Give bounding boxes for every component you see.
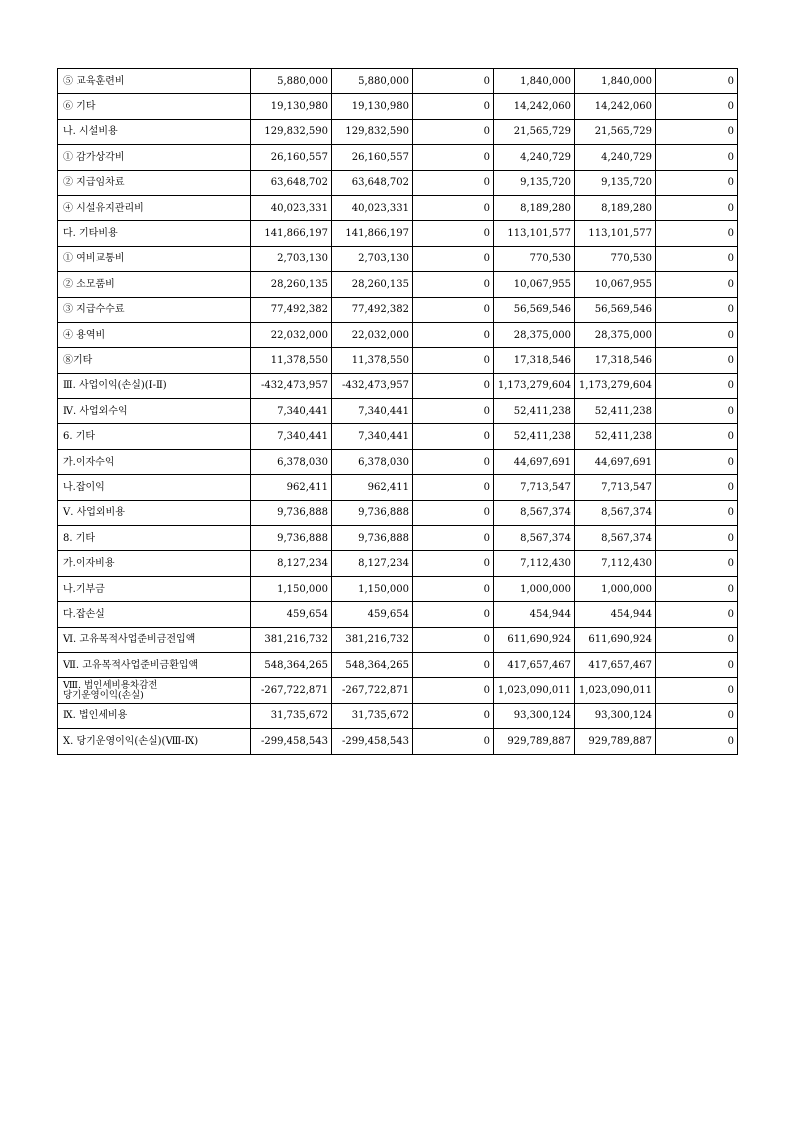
amount-cell-c3: 0 (413, 69, 494, 94)
amount-cell-c1: 11,378,550 (251, 348, 332, 373)
amount-cell-c3: 0 (413, 399, 494, 424)
table-row (58, 424, 738, 449)
amount-cell-c2: 31,735,672 (332, 703, 413, 728)
amount-cell-c5: 10,067,955 (575, 272, 656, 297)
amount-cell-c4: 8,567,374 (494, 500, 575, 525)
row-label: Ⅸ. 법인세비용 (58, 703, 251, 728)
table-row (58, 729, 738, 754)
amount-cell-c5: 7,112,430 (575, 551, 656, 576)
amount-cell-c5: 454,944 (575, 602, 656, 627)
amount-cell-c3: 0 (413, 170, 494, 195)
amount-cell-c6: 0 (656, 526, 738, 551)
amount-cell-c6: 0 (656, 703, 738, 728)
amount-cell-c6: 0 (656, 652, 738, 677)
amount-cell-c4: 52,411,238 (494, 399, 575, 424)
amount-cell-c2: 141,866,197 (332, 221, 413, 246)
amount-cell-c3: 0 (413, 373, 494, 398)
table-row (58, 373, 738, 398)
row-label-text: Ⅷ. 법인세비용차감전 당기운영이익(손실) (63, 679, 158, 701)
amount-cell-c5: 28,375,000 (575, 322, 656, 347)
amount-cell-c1: 548,364,265 (251, 652, 332, 677)
amount-cell-c5: 8,567,374 (575, 500, 656, 525)
amount-cell-c4: 611,690,924 (494, 627, 575, 652)
amount-cell-c5: 1,173,279,604 (575, 373, 656, 398)
amount-cell-c6: 0 (656, 729, 738, 754)
amount-cell-c6: 0 (656, 272, 738, 297)
amount-cell-c3: 0 (413, 678, 494, 703)
amount-cell-c3: 0 (413, 119, 494, 144)
amount-cell-c6: 0 (656, 500, 738, 525)
amount-cell-c1: 381,216,732 (251, 627, 332, 652)
amount-cell-c6: 0 (656, 424, 738, 449)
amount-cell-c1: -432,473,957 (251, 373, 332, 398)
amount-cell-c6: 0 (656, 170, 738, 195)
table-row (58, 551, 738, 576)
amount-cell-c2: 11,378,550 (332, 348, 413, 373)
amount-cell-c5: 44,697,691 (575, 449, 656, 474)
amount-cell-c4: 113,101,577 (494, 221, 575, 246)
amount-cell-c1: 9,736,888 (251, 500, 332, 525)
amount-cell-c1: 28,260,135 (251, 272, 332, 297)
amount-cell-c5: 8,189,280 (575, 195, 656, 220)
amount-cell-c5: 4,240,729 (575, 145, 656, 170)
amount-cell-c5: 21,565,729 (575, 119, 656, 144)
row-label: 다.잡손실 (58, 602, 251, 627)
row-label: 다. 기타비용 (58, 221, 251, 246)
table-row (58, 678, 738, 703)
row-label: 나.기부금 (58, 576, 251, 601)
row-label: 나.잡이익 (58, 475, 251, 500)
amount-cell-c2: -432,473,957 (332, 373, 413, 398)
amount-cell-c1: 8,127,234 (251, 551, 332, 576)
table-row (58, 576, 738, 601)
amount-cell-c2: -299,458,543 (332, 729, 413, 754)
amount-cell-c1: 6,378,030 (251, 449, 332, 474)
amount-cell-c1: 141,866,197 (251, 221, 332, 246)
amount-cell-c5: 14,242,060 (575, 94, 656, 119)
table-body (58, 69, 738, 755)
amount-cell-c4: 44,697,691 (494, 449, 575, 474)
amount-cell-c4: 1,840,000 (494, 69, 575, 94)
amount-cell-c2: 77,492,382 (332, 297, 413, 322)
amount-cell-c5: 417,657,467 (575, 652, 656, 677)
amount-cell-c2: 40,023,331 (332, 195, 413, 220)
row-label: Ⅶ. 고유목적사업준비금환입액 (58, 652, 251, 677)
table-row (58, 475, 738, 500)
amount-cell-c4: 417,657,467 (494, 652, 575, 677)
amount-cell-c5: 52,411,238 (575, 399, 656, 424)
amount-cell-c3: 0 (413, 602, 494, 627)
table-row (58, 500, 738, 525)
amount-cell-c4: 21,565,729 (494, 119, 575, 144)
amount-cell-c3: 0 (413, 348, 494, 373)
amount-cell-c2: 9,736,888 (332, 500, 413, 525)
amount-cell-c1: -299,458,543 (251, 729, 332, 754)
amount-cell-c4: 4,240,729 (494, 145, 575, 170)
amount-cell-c6: 0 (656, 576, 738, 601)
amount-cell-c3: 0 (413, 94, 494, 119)
amount-cell-c3: 0 (413, 526, 494, 551)
row-label: 가.이자수익 (58, 449, 251, 474)
table-row (58, 449, 738, 474)
amount-cell-c6: 0 (656, 119, 738, 144)
amount-cell-c2: 6,378,030 (332, 449, 413, 474)
amount-cell-c4: 7,112,430 (494, 551, 575, 576)
amount-cell-c2: 22,032,000 (332, 322, 413, 347)
amount-cell-c6: 0 (656, 94, 738, 119)
row-label: Ⅳ. 사업외수익 (58, 399, 251, 424)
amount-cell-c4: 10,067,955 (494, 272, 575, 297)
amount-cell-c3: 0 (413, 272, 494, 297)
row-label: ⑤ 교육훈련비 (58, 69, 251, 94)
row-label: ⑧기타 (58, 348, 251, 373)
table-row (58, 348, 738, 373)
table-row (58, 703, 738, 728)
amount-cell-c3: 0 (413, 475, 494, 500)
amount-cell-c4: 454,944 (494, 602, 575, 627)
amount-cell-c4: 17,318,546 (494, 348, 575, 373)
amount-cell-c1: 2,703,130 (251, 246, 332, 271)
amount-cell-c1: 77,492,382 (251, 297, 332, 322)
table-row (58, 322, 738, 347)
row-label (58, 678, 251, 703)
row-label: ① 여비교통비 (58, 246, 251, 271)
table-row (58, 526, 738, 551)
amount-cell-c6: 0 (656, 221, 738, 246)
amount-cell-c4: 8,189,280 (494, 195, 575, 220)
amount-cell-c6: 0 (656, 678, 738, 703)
amount-cell-c4: 14,242,060 (494, 94, 575, 119)
amount-cell-c5: 93,300,124 (575, 703, 656, 728)
amount-cell-c2: 548,364,265 (332, 652, 413, 677)
amount-cell-c2: 459,654 (332, 602, 413, 627)
amount-cell-c6: 0 (656, 602, 738, 627)
amount-cell-c1: 7,340,441 (251, 424, 332, 449)
amount-cell-c4: 929,789,887 (494, 729, 575, 754)
row-label: ⑥ 기타 (58, 94, 251, 119)
row-label: Ⅵ. 고유목적사업준비금전입액 (58, 627, 251, 652)
amount-cell-c3: 0 (413, 627, 494, 652)
amount-cell-c2: 2,703,130 (332, 246, 413, 271)
table-row (58, 69, 738, 94)
amount-cell-c4: 52,411,238 (494, 424, 575, 449)
table-row (58, 652, 738, 677)
amount-cell-c2: 19,130,980 (332, 94, 413, 119)
amount-cell-c5: 611,690,924 (575, 627, 656, 652)
amount-cell-c2: -267,722,871 (332, 678, 413, 703)
amount-cell-c3: 0 (413, 424, 494, 449)
amount-cell-c6: 0 (656, 399, 738, 424)
amount-cell-c5: 7,713,547 (575, 475, 656, 500)
amount-cell-c3: 0 (413, 246, 494, 271)
amount-cell-c4: 7,713,547 (494, 475, 575, 500)
amount-cell-c6: 0 (656, 373, 738, 398)
amount-cell-c2: 26,160,557 (332, 145, 413, 170)
amount-cell-c6: 0 (656, 627, 738, 652)
amount-cell-c6: 0 (656, 69, 738, 94)
row-label: ② 지급임차료 (58, 170, 251, 195)
amount-cell-c1: 129,832,590 (251, 119, 332, 144)
amount-cell-c6: 0 (656, 322, 738, 347)
amount-cell-c5: 17,318,546 (575, 348, 656, 373)
row-label: Ⅹ. 당기운영이익(손실)(Ⅷ-Ⅸ) (58, 729, 251, 754)
amount-cell-c1: 9,736,888 (251, 526, 332, 551)
amount-cell-c3: 0 (413, 551, 494, 576)
amount-cell-c2: 129,832,590 (332, 119, 413, 144)
table-row (58, 627, 738, 652)
table-row (58, 399, 738, 424)
amount-cell-c2: 63,648,702 (332, 170, 413, 195)
amount-cell-c1: 63,648,702 (251, 170, 332, 195)
row-label: Ⅲ. 사업이익(손실)(Ⅰ-Ⅱ) (58, 373, 251, 398)
amount-cell-c1: 19,130,980 (251, 94, 332, 119)
amount-cell-c5: 56,569,546 (575, 297, 656, 322)
amount-cell-c2: 5,880,000 (332, 69, 413, 94)
amount-cell-c4: 28,375,000 (494, 322, 575, 347)
row-label: 가.이자비용 (58, 551, 251, 576)
row-label: ④ 용역비 (58, 322, 251, 347)
amount-cell-c5: 929,789,887 (575, 729, 656, 754)
amount-cell-c1: 962,411 (251, 475, 332, 500)
amount-cell-c5: 1,000,000 (575, 576, 656, 601)
amount-cell-c2: 7,340,441 (332, 424, 413, 449)
table-row (58, 94, 738, 119)
amount-cell-c1: 459,654 (251, 602, 332, 627)
amount-cell-c2: 8,127,234 (332, 551, 413, 576)
amount-cell-c6: 0 (656, 449, 738, 474)
amount-cell-c5: 1,840,000 (575, 69, 656, 94)
amount-cell-c2: 1,150,000 (332, 576, 413, 601)
amount-cell-c2: 962,411 (332, 475, 413, 500)
amount-cell-c3: 0 (413, 703, 494, 728)
amount-cell-c1: 40,023,331 (251, 195, 332, 220)
amount-cell-c3: 0 (413, 297, 494, 322)
amount-cell-c5: 9,135,720 (575, 170, 656, 195)
amount-cell-c3: 0 (413, 449, 494, 474)
amount-cell-c2: 28,260,135 (332, 272, 413, 297)
table-row (58, 145, 738, 170)
row-label: Ⅴ. 사업외비용 (58, 500, 251, 525)
amount-cell-c3: 0 (413, 729, 494, 754)
table-row (58, 119, 738, 144)
amount-cell-c3: 0 (413, 652, 494, 677)
amount-cell-c6: 0 (656, 145, 738, 170)
amount-cell-c3: 0 (413, 195, 494, 220)
amount-cell-c1: 26,160,557 (251, 145, 332, 170)
amount-cell-c4: 93,300,124 (494, 703, 575, 728)
amount-cell-c1: 5,880,000 (251, 69, 332, 94)
amount-cell-c6: 0 (656, 348, 738, 373)
amount-cell-c1: 31,735,672 (251, 703, 332, 728)
amount-cell-c6: 0 (656, 195, 738, 220)
amount-cell-c4: 1,000,000 (494, 576, 575, 601)
amount-cell-c5: 8,567,374 (575, 526, 656, 551)
amount-cell-c4: 56,569,546 (494, 297, 575, 322)
amount-cell-c2: 7,340,441 (332, 399, 413, 424)
row-label: ② 소모품비 (58, 272, 251, 297)
row-label: ④ 시설유지관리비 (58, 195, 251, 220)
table-row (58, 297, 738, 322)
amount-cell-c3: 0 (413, 322, 494, 347)
amount-cell-c5: 1,023,090,011 (575, 678, 656, 703)
amount-cell-c4: 770,530 (494, 246, 575, 271)
table-row (58, 246, 738, 271)
amount-cell-c3: 0 (413, 500, 494, 525)
row-label: 6. 기타 (58, 424, 251, 449)
amount-cell-c1: 22,032,000 (251, 322, 332, 347)
amount-cell-c6: 0 (656, 475, 738, 500)
amount-cell-c5: 113,101,577 (575, 221, 656, 246)
amount-cell-c1: 7,340,441 (251, 399, 332, 424)
amount-cell-c2: 381,216,732 (332, 627, 413, 652)
amount-cell-c4: 8,567,374 (494, 526, 575, 551)
amount-cell-c5: 770,530 (575, 246, 656, 271)
amount-cell-c3: 0 (413, 221, 494, 246)
table-row (58, 195, 738, 220)
row-label: ③ 지급수수료 (58, 297, 251, 322)
table-row (58, 170, 738, 195)
amount-cell-c4: 1,023,090,011 (494, 678, 575, 703)
amount-cell-c5: 52,411,238 (575, 424, 656, 449)
amount-cell-c1: -267,722,871 (251, 678, 332, 703)
amount-cell-c6: 0 (656, 297, 738, 322)
amount-cell-c6: 0 (656, 551, 738, 576)
row-label: 나. 시설비용 (58, 119, 251, 144)
amount-cell-c1: 1,150,000 (251, 576, 332, 601)
table-row (58, 602, 738, 627)
table-row (58, 272, 738, 297)
amount-cell-c2: 9,736,888 (332, 526, 413, 551)
amount-cell-c4: 9,135,720 (494, 170, 575, 195)
financial-statement-table (57, 68, 738, 755)
row-label: 8. 기타 (58, 526, 251, 551)
row-label: ① 감가상각비 (58, 145, 251, 170)
amount-cell-c6: 0 (656, 246, 738, 271)
table-row (58, 221, 738, 246)
amount-cell-c3: 0 (413, 145, 494, 170)
amount-cell-c4: 1,173,279,604 (494, 373, 575, 398)
amount-cell-c3: 0 (413, 576, 494, 601)
